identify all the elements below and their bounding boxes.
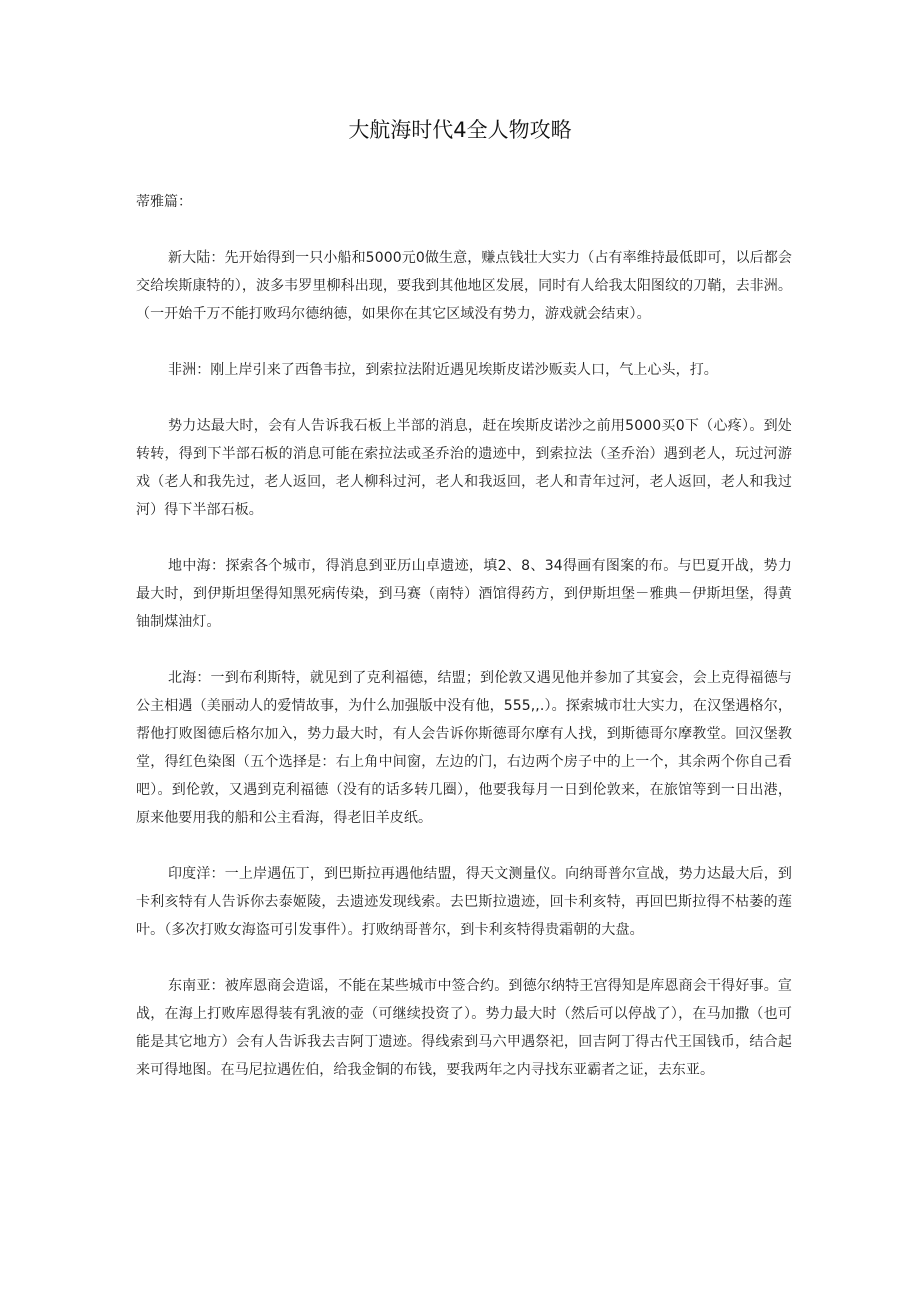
document-body bbox=[136, 188, 792, 1112]
paragraph-new-continent: 新大陆：先开始得到一只小船和5000元0做生意，赚点钱壮大实力（占有率维持最低即可，以后都会交给埃斯康特的），波多韦罗里柳科出现，要我到其他地区发展，同时有人给我太阳图纹的刀鞘，去非洲。（一开始千万不能打败玛尔德纳德，如果你在其它区域没有势力，游戏就会结束）。 bbox=[136, 250, 792, 322]
section-label: 蒂雅篇： bbox=[136, 194, 192, 210]
paragraph-north-sea: 北海：一到布利斯特，就见到了克利福德，结盟；到伦敦又遇见他并参加了其宴会，会上克得福德与公主相遇（美丽动人的爱情故事，为什么加强版中没有他，555,,.）。探索城市壮大实力，在汉堡遇格尔，帮他打败图德后格尔加入，势力最大时，有人会告诉你斯德哥尔摩有人找，到斯德哥尔摩教堂。回汉堡教堂，得红色染图（五个选择是：右上角中间窗，左边的门，右边两个房子中的上一个，其余两个你自己看吧）。到伦敦，又遇到克利福德（没有的话多转几圈），他要我每月一日到伦敦来，在旅馆等到一日出港，原来他要用我的船和公主看海，得老旧羊皮纸。 bbox=[136, 670, 792, 826]
document-title: 大航海时代4全人物攻略 bbox=[348, 118, 572, 142]
paragraph-stone-tablet: 势力达最大时，会有人告诉我石板上半部的消息，赶在埃斯皮诺沙之前用5000买0下（心疼）。到处转转，得到下半部石板的消息可能在索拉法或圣乔治的遗迹中，到索拉法（圣乔治）遇到老人，玩过河游戏（老人和我先过，老人返回，老人柳科过河，老人和我返回，老人和青年过河，老人返回，老人和我过河）得下半部石板。 bbox=[136, 418, 792, 518]
paragraph-indian-ocean: 印度洋：一上岸遇伍丁，到巴斯拉再遇他结盟，得天文测量仪。向纳哥普尔宣战，势力达最大后，到卡利亥特有人告诉你去泰姬陵，去遗迹发现线索。去巴斯拉遗迹，回卡利亥特，再回巴斯拉得不枯萎的莲叶。（多次打败女海盗可引发事件）。打败纳哥普尔，到卡利亥特得贵霜朝的大盘。 bbox=[136, 866, 792, 938]
paragraph-southeast-asia: 东南亚：被库恩商会造谣，不能在某些城市中签合约。到德尔纳特王宫得知是库恩商会干得好事。宣战，在海上打败库恩得装有乳液的壶（可继续投资了）。势力最大时（然后可以停战了），在马加撒（也可能是其它地方）会有人告诉我去吉阿丁遗迹。得线索到马六甲遇祭祀，回吉阿丁得古代王国钱币，结合起来可得地图。在马尼拉遇佐伯，给我金铜的布钱，要我两年之内寻找东亚霸者之证，去东亚。 bbox=[136, 978, 792, 1078]
paragraph-africa: 非洲：刚上岸引来了西鲁韦拉，到索拉法附近遇见埃斯皮诺沙贩卖人口，气上心头，打。 bbox=[168, 362, 718, 378]
paragraph-mediterranean: 地中海：探索各个城市，得消息到亚历山卓遗迹，填2、8、34得画有图案的布。与巴夏开战，势力最大时，到伊斯坦堡得知黑死病传染，到马赛（南特）酒馆得药方，到伊斯坦堡－雅典－伊斯坦堡，得黄铀制煤油灯。 bbox=[136, 558, 792, 630]
